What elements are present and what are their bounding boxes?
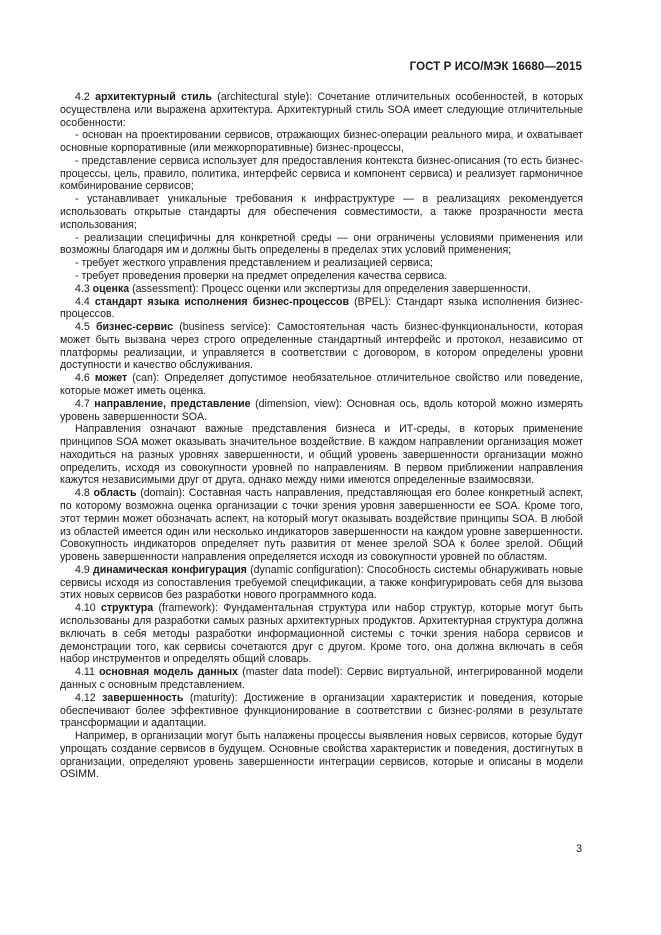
- definition-text: (maturity): Достижение в организации характеристик и поведения, которые обеспечивают более эффективное функционирование в соответствии с бизнес-ролями в результате трансформации и адаптации.: [60, 691, 584, 730]
- standard-header: ГОСТ Р ИСО/МЭК 16680—2015: [409, 61, 582, 73]
- term-definition: [60, 692, 583, 730]
- defined-term: динамическая конфигурация: [93, 563, 247, 576]
- term-definition: [60, 283, 583, 296]
- clause-number: 4.2: [75, 91, 96, 103]
- body-paragraph: - представление сервиса использует для предоставления контекста бизнес-описания (то есть бизнес-процессы, цель, правило, политика, интерфейс сервиса и компонент сервиса) и реализует гармоничное комбинирование сервисов;: [60, 154, 583, 193]
- body-paragraph: - реализации специфичны для конкретной среды — они ограничены условиями применения или возможны благодаря им и должны быть определены в пределах этих условий применения;: [60, 231, 583, 257]
- body-paragraph: - устанавливает уникальные требования к инфраструктуре — в реализациях рекомендуется использовать открытые стандарты для обеспечения совместимости, а также прозрачности места использования;: [60, 193, 583, 231]
- clause-number: 4.8: [75, 487, 94, 500]
- document-body: [60, 91, 583, 781]
- clause-number: 4.3: [75, 282, 93, 295]
- clause-number: 4.7: [75, 397, 95, 410]
- definition-text: (dimension, view): Основная ось, вдоль которой можно измерять уровень завершенности SOA.: [60, 397, 583, 423]
- term-definition: [60, 91, 583, 129]
- defined-term: бизнес-сервис: [95, 321, 174, 334]
- definition-text: (framework): Фундаментальная структура или набор структур, которые могут быть использованы для разработки самых разных архитектурных продуктов. Архитектурная структура должна включать в себя методы разработки информационной системы с точки зрения набора сервисов и демонстрации того, как сервисы сочетаются друг с другом. Кроме того, она должна включать в себя набор инструментов и определять общий словарь.: [60, 602, 583, 666]
- defined-term: область: [93, 487, 137, 500]
- term-definition: [60, 564, 583, 602]
- definition-text: (assessment): Процесс оценки или экспертизы для определения завершенности.: [129, 282, 531, 295]
- clause-number: 4.10: [75, 602, 101, 615]
- term-definition: [60, 398, 583, 424]
- definition-text: (can): Определяет допустимое необязательное отличительное свойство или поведение, которые может иметь оценка.: [60, 372, 583, 397]
- term-definition: [60, 487, 583, 564]
- clause-number: 4.12: [75, 691, 103, 704]
- defined-term: может: [94, 372, 128, 385]
- defined-term: архитектурный стиль: [95, 91, 212, 103]
- term-definition: [60, 296, 583, 322]
- term-definition: [60, 321, 583, 372]
- defined-term: направление, представление: [94, 397, 251, 410]
- defined-term: структура: [100, 602, 154, 615]
- defined-term: стандарт языка исполнения бизнес-процессов: [94, 295, 349, 308]
- clause-number: 4.4: [75, 295, 95, 308]
- body-paragraph: - требует жесткого управления представлением и реализацией сервиса;: [75, 257, 433, 270]
- term-definition: [60, 602, 583, 666]
- definition-text: (business service): Самостоятельная часть бизнес-функциональности, которая может быть вызвана через строго определенные стандартный интерфейс и протокол, независимо от платформы реализации, и управляется в соответствии с договором, в котором определены уровни доступности и качество обслуживания.: [60, 321, 584, 372]
- page-number: 3: [576, 843, 582, 855]
- body-paragraph: - основан на проектировании сервисов, отражающих бизнес-операции реального мира, и охватывает основные корпоративные (или межкорпоративные) бизнес-процессы,: [60, 129, 583, 155]
- body-paragraph: Направления означают важные представления бизнеса и ИТ-среды, в которых применение принципов SOA может оказывать значительное воздействие. В каждом направлении организация может находиться на разных уровнях завершенности, и общий уровень завершенности организации можно определить, исходя из совокупности уровней по направлениям. В первом приближении направления кажутся независимыми друг от друга, однако между ними имеются определенные взаимосвязи.: [60, 423, 583, 487]
- defined-term: завершенность: [102, 691, 184, 704]
- clause-number: 4.11: [75, 666, 100, 679]
- body-paragraph: - требует проведения проверки на предмет определения качества сервиса.: [75, 269, 448, 282]
- clause-number: 4.5: [75, 321, 96, 334]
- defined-term: оценка: [92, 282, 130, 295]
- defined-term: основная модель данных: [99, 666, 238, 679]
- body-paragraph: Например, в организации могут быть налажены процессы выявления новых сервисов, которые будут упрощать создание сервисов в будущем. Основные свойства характеристик и поведения, достигнутых в организации, определяют уровень завершенности интеграции сервисов, которые и описаны в модели OSIMM.: [60, 730, 583, 781]
- definition-text: (domain): Составная часть направления, представляющая его более конкретный аспект, по которому возможна оценка организации с точки зрения уровня завершенности ее SOA. Кроме того, этот термин может обозначать аспект, на который могут оказывать воздействие принципы SOA. В любой из областей имеется один или несколько индикаторов завершенности на каждом уровне завершенности. Совокупность индикаторов определяет путь развития от менее зрелой SOA к более зрелой. Общий уровень завершенности направления определяется исходя из совокупности уровней по областям.: [60, 487, 583, 564]
- definition-text: (architectural style): Сочетание отличительных особенностей, в которых осуществлена или выражена архитектура. Архитектурный стиль SOA имеет следующие отличительные особенности:: [60, 91, 584, 129]
- clause-number: 4.6: [75, 372, 95, 385]
- term-definition: [60, 372, 583, 398]
- term-definition: [60, 666, 583, 692]
- definition-text: (master data model): Сервис виртуальной, интегрированной модели данных с основным представлением.: [60, 666, 583, 691]
- definition-text: (dynamic configuration): Способность системы обнаруживать новые сервисы исходя из сопоставления требуемой спецификации, а также конфигурировать себя для вызова этих новых сервисов без разработки нового программного кода.: [60, 563, 583, 602]
- clause-number: 4.9: [75, 563, 93, 576]
- definition-text: (BPEL): Стандарт языка исполнения бизнес-процессов.: [60, 295, 583, 321]
